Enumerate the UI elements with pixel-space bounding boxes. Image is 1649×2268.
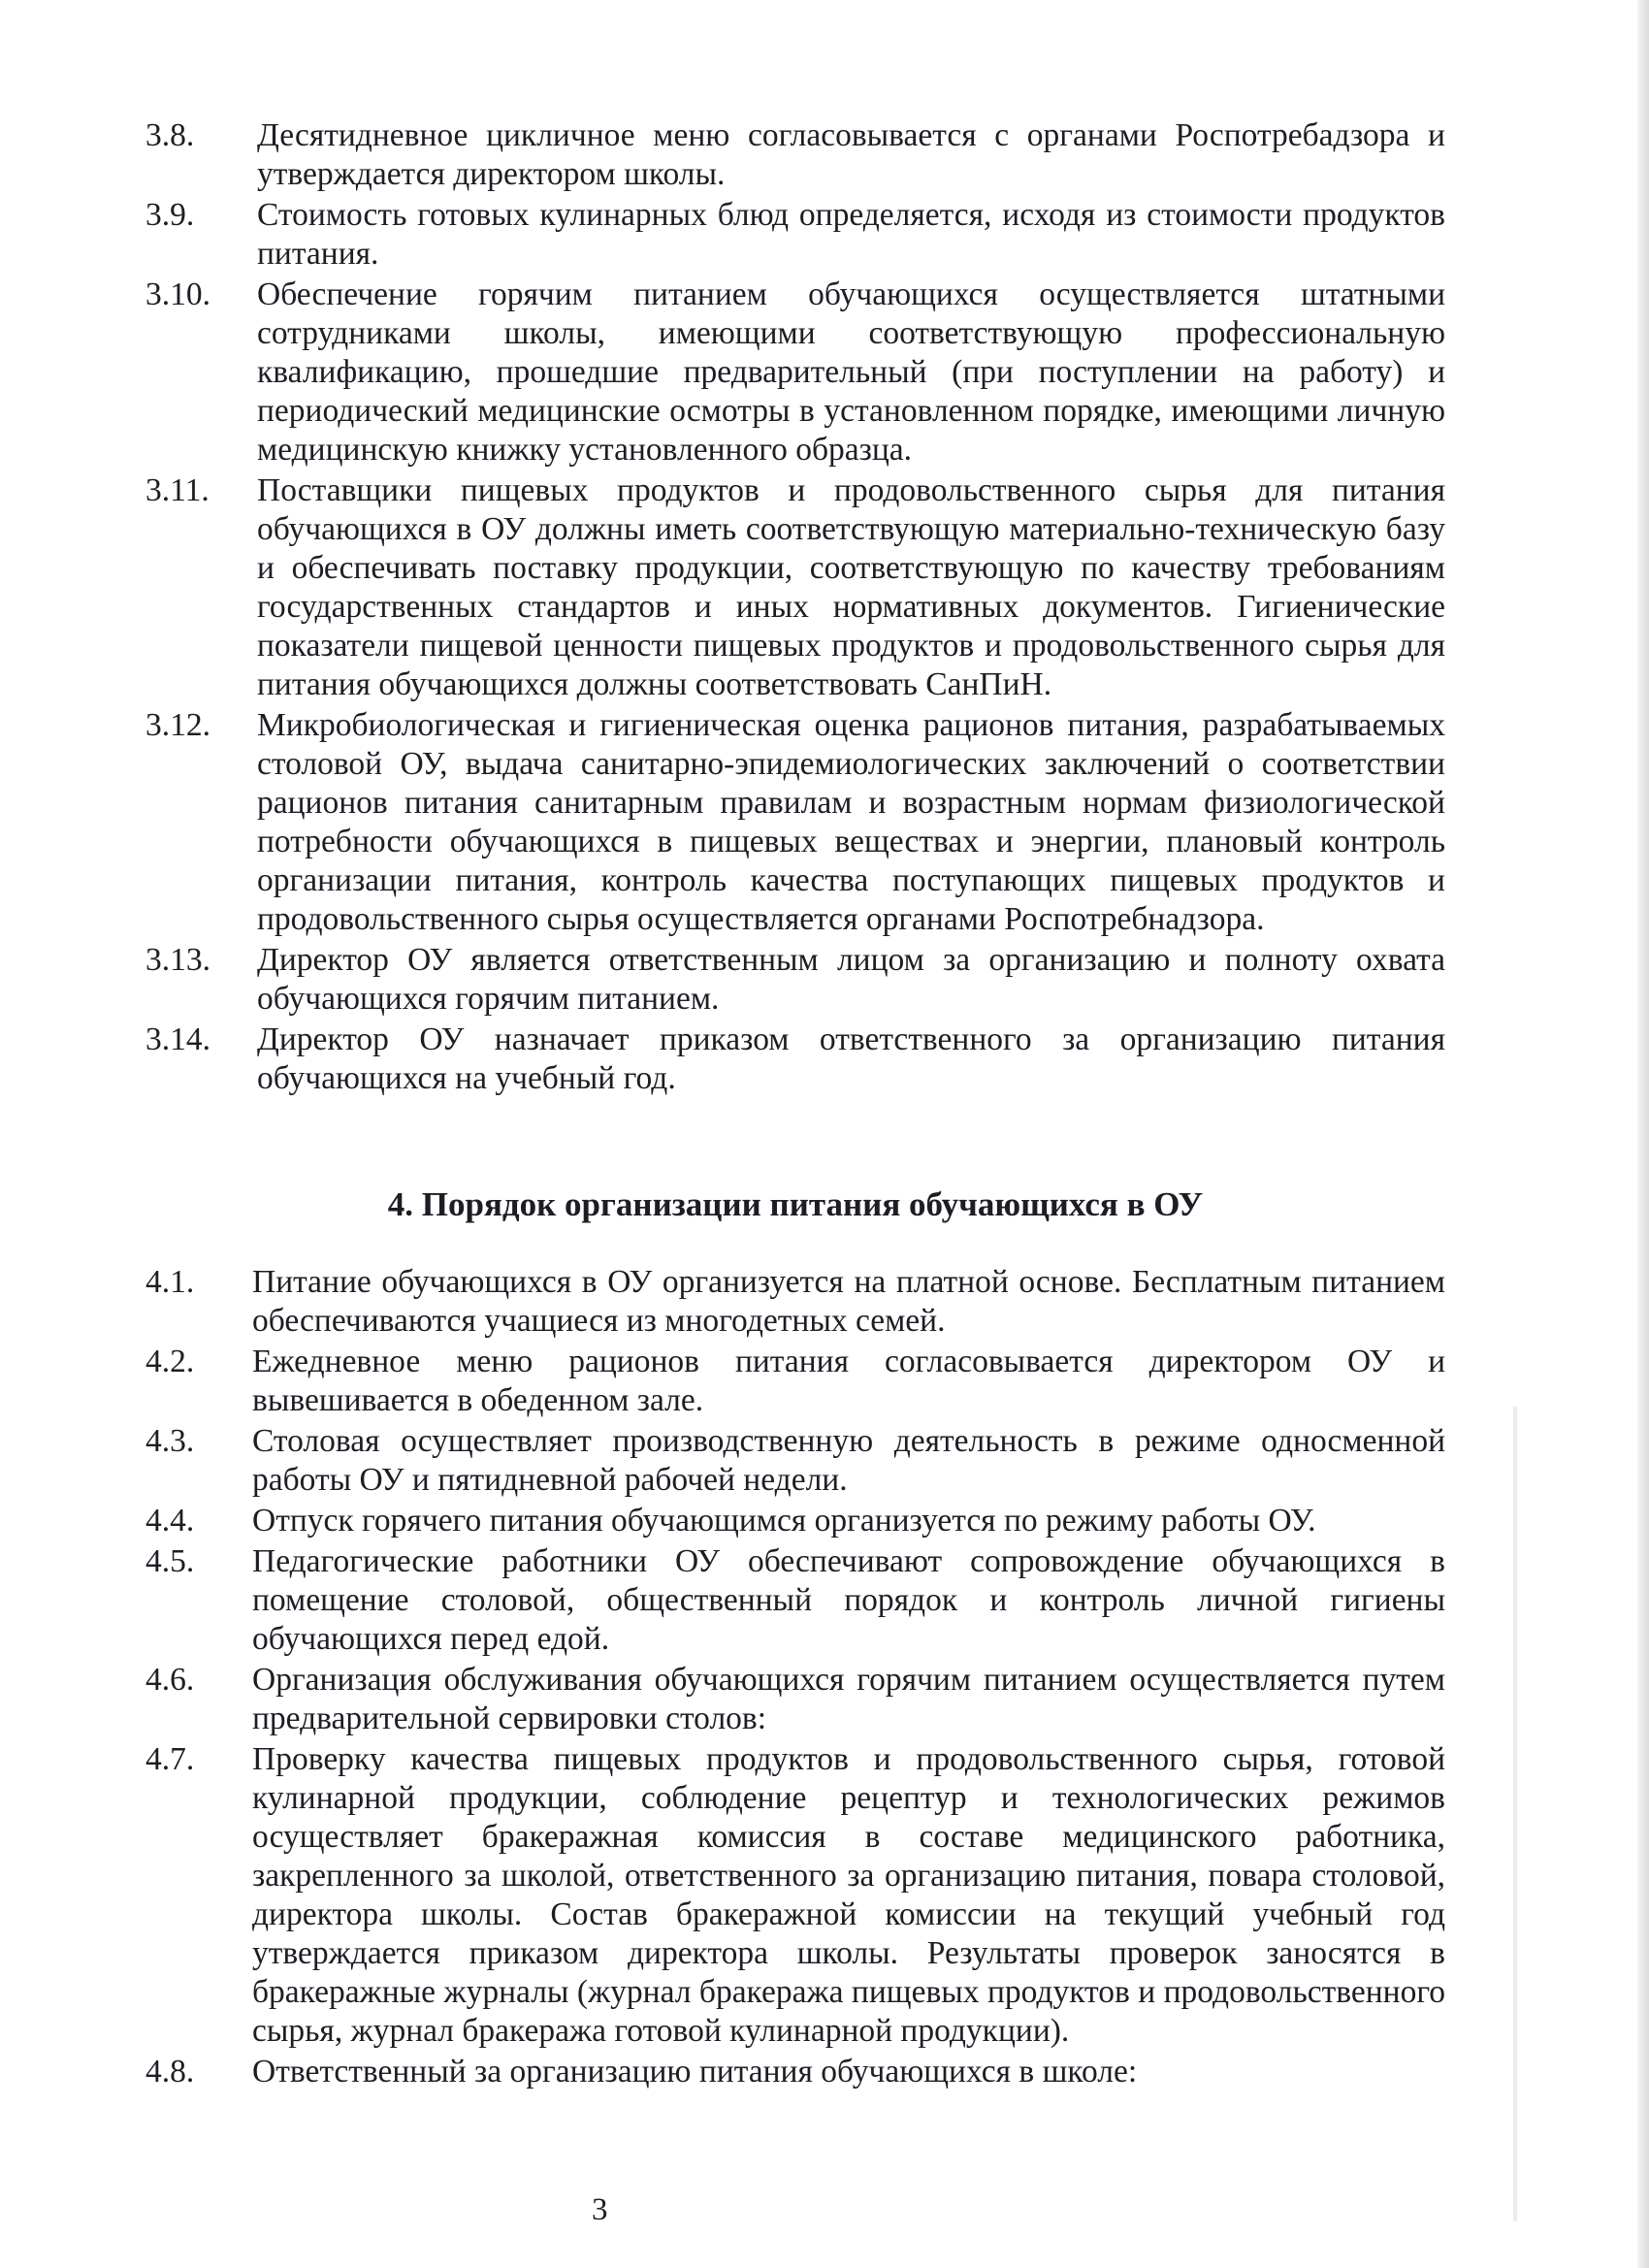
item-text: Десятидневное цикличное меню согласовывается с органами Роспотребадзора и утверждается директором школы. xyxy=(257,117,1445,192)
list-item xyxy=(146,941,1445,1019)
item-number: 4.3. xyxy=(146,1423,195,1459)
item-text: Отпуск горячего питания обучающимся организуется по режиму работы ОУ. xyxy=(252,1503,1316,1539)
item-text: Питание обучающихся в ОУ организуется на платной основе. Бесплатным питанием обеспечиваются учащиеся из многодетных семей. xyxy=(252,1264,1445,1339)
list-item xyxy=(146,706,1445,939)
list-item xyxy=(146,1740,1445,2051)
item-text: Проверку качества пищевых продуктов и продовольственного сырья, готовой кулинарной продукции, соблюдение рецептур и технологических режимов осуществляет бракеражная комиссия в составе медицинского работника, закрепленного за школой, ответственного за организацию питания, повара столовой, директора школы. Состав бракеражной комиссии на текущий учебный год утверждается приказом директора школы. Результаты проверок заносятся в бракеражные журналы (журнал бракеража пищевых продуктов и продовольственного сырья, журнал бракеража готовой кулинарной продукции). xyxy=(252,1741,1445,2049)
list-item xyxy=(146,116,1445,194)
item-number: 4.6. xyxy=(146,1662,195,1698)
item-text: Стоимость готовых кулинарных блюд определяется, исходя из стоимости продуктов питания. xyxy=(257,197,1445,272)
item-number: 4.1. xyxy=(146,1264,195,1300)
item-number: 3.8. xyxy=(146,117,195,153)
item-text: Столовая осуществляет производственную деятельность в режиме односменной работы ОУ и пятидневной рабочей недели. xyxy=(252,1423,1445,1498)
paper-edge xyxy=(1637,0,1649,2268)
item-number: 4.8. xyxy=(146,2054,195,2090)
item-text: Обеспечение горячим питанием обучающихся осуществляется штатными сотрудниками школы, имеющими соответствующую профессиональную квалификацию, прошедшие предварительный (при поступлении на работу) и периодический медицинские осмотры в установленном порядке, имеющими личную медицинскую книжку установленного образца. xyxy=(257,276,1445,468)
item-text: Организация обслуживания обучающихся горячим питанием осуществляется путем предварительной сервировки столов: xyxy=(252,1662,1445,1736)
item-number: 3.10. xyxy=(146,276,210,312)
list-item xyxy=(146,471,1445,704)
list-item xyxy=(146,2053,1445,2091)
item-text: Директор ОУ назначает приказом ответственного за организацию питания обучающихся на учебный год. xyxy=(257,1021,1445,1096)
list-item xyxy=(146,275,1445,470)
page-number: 3 xyxy=(592,2192,608,2227)
item-number: 3.12. xyxy=(146,707,210,743)
item-number: 3.9. xyxy=(146,197,195,233)
paper-edge-underlay xyxy=(1513,1407,1517,2221)
document-page xyxy=(146,116,1445,2093)
list-item xyxy=(146,1542,1445,1659)
list-item xyxy=(146,1502,1445,1540)
item-number: 4.7. xyxy=(146,1741,195,1777)
section-4-title: 4. Порядок организации питания обучающихся в ОУ xyxy=(387,1185,1204,1223)
item-number: 4.5. xyxy=(146,1543,195,1579)
item-text: Ежедневное меню рационов питания согласовывается директором ОУ и вывешивается в обеденном зале. xyxy=(252,1344,1445,1418)
list-item xyxy=(146,1661,1445,1738)
list-item xyxy=(146,1422,1445,1500)
list-item xyxy=(146,1343,1445,1420)
item-number: 3.14. xyxy=(146,1021,210,1057)
list-item xyxy=(146,1021,1445,1098)
item-text: Педагогические работники ОУ обеспечивают сопровождение обучающихся в помещение столовой, общественный порядок и контроль личной гигиены обучающихся перед едой. xyxy=(252,1543,1445,1657)
item-text: Поставщики пищевых продуктов и продовольственного сырья для питания обучающихся в ОУ должны иметь соответствующую материально-техническую базу и обеспечивать поставку продукции, соответствующую по качеству требованиям государственных стандартов и иных нормативных документов. Гигиенические показатели пищевой ценности пищевых продуктов и продовольственного сырья для питания обучающихся должны соответствовать СанПиН. xyxy=(257,472,1445,702)
item-text: Ответственный за организацию питания обучающихся в школе: xyxy=(252,2054,1138,2090)
item-text: Микробиологическая и гигиеническая оценка рационов питания, разрабатываемых столовой ОУ, выдача санитарно-эпидемиологических заключений о соответствии рационов питания санитарным правилам и возрастным нормам физиологической потребности обучающихся в пищевых веществах и энергии, плановый контроль организации питания, контроль качества поступающих пищевых продуктов и продовольственного сырья осуществляется органами Роспотребнадзора. xyxy=(257,707,1445,937)
item-number: 4.4. xyxy=(146,1503,195,1539)
item-number: 3.11. xyxy=(146,472,210,508)
section-3-list xyxy=(146,116,1445,1098)
item-text: Директор ОУ является ответственным лицом за организацию и полноту охвата обучающихся горячим питанием. xyxy=(257,942,1445,1017)
list-item xyxy=(146,196,1445,274)
list-item xyxy=(146,1263,1445,1341)
item-number: 4.2. xyxy=(146,1344,195,1379)
section-4-list xyxy=(146,1263,1445,2091)
item-number: 3.13. xyxy=(146,942,210,978)
